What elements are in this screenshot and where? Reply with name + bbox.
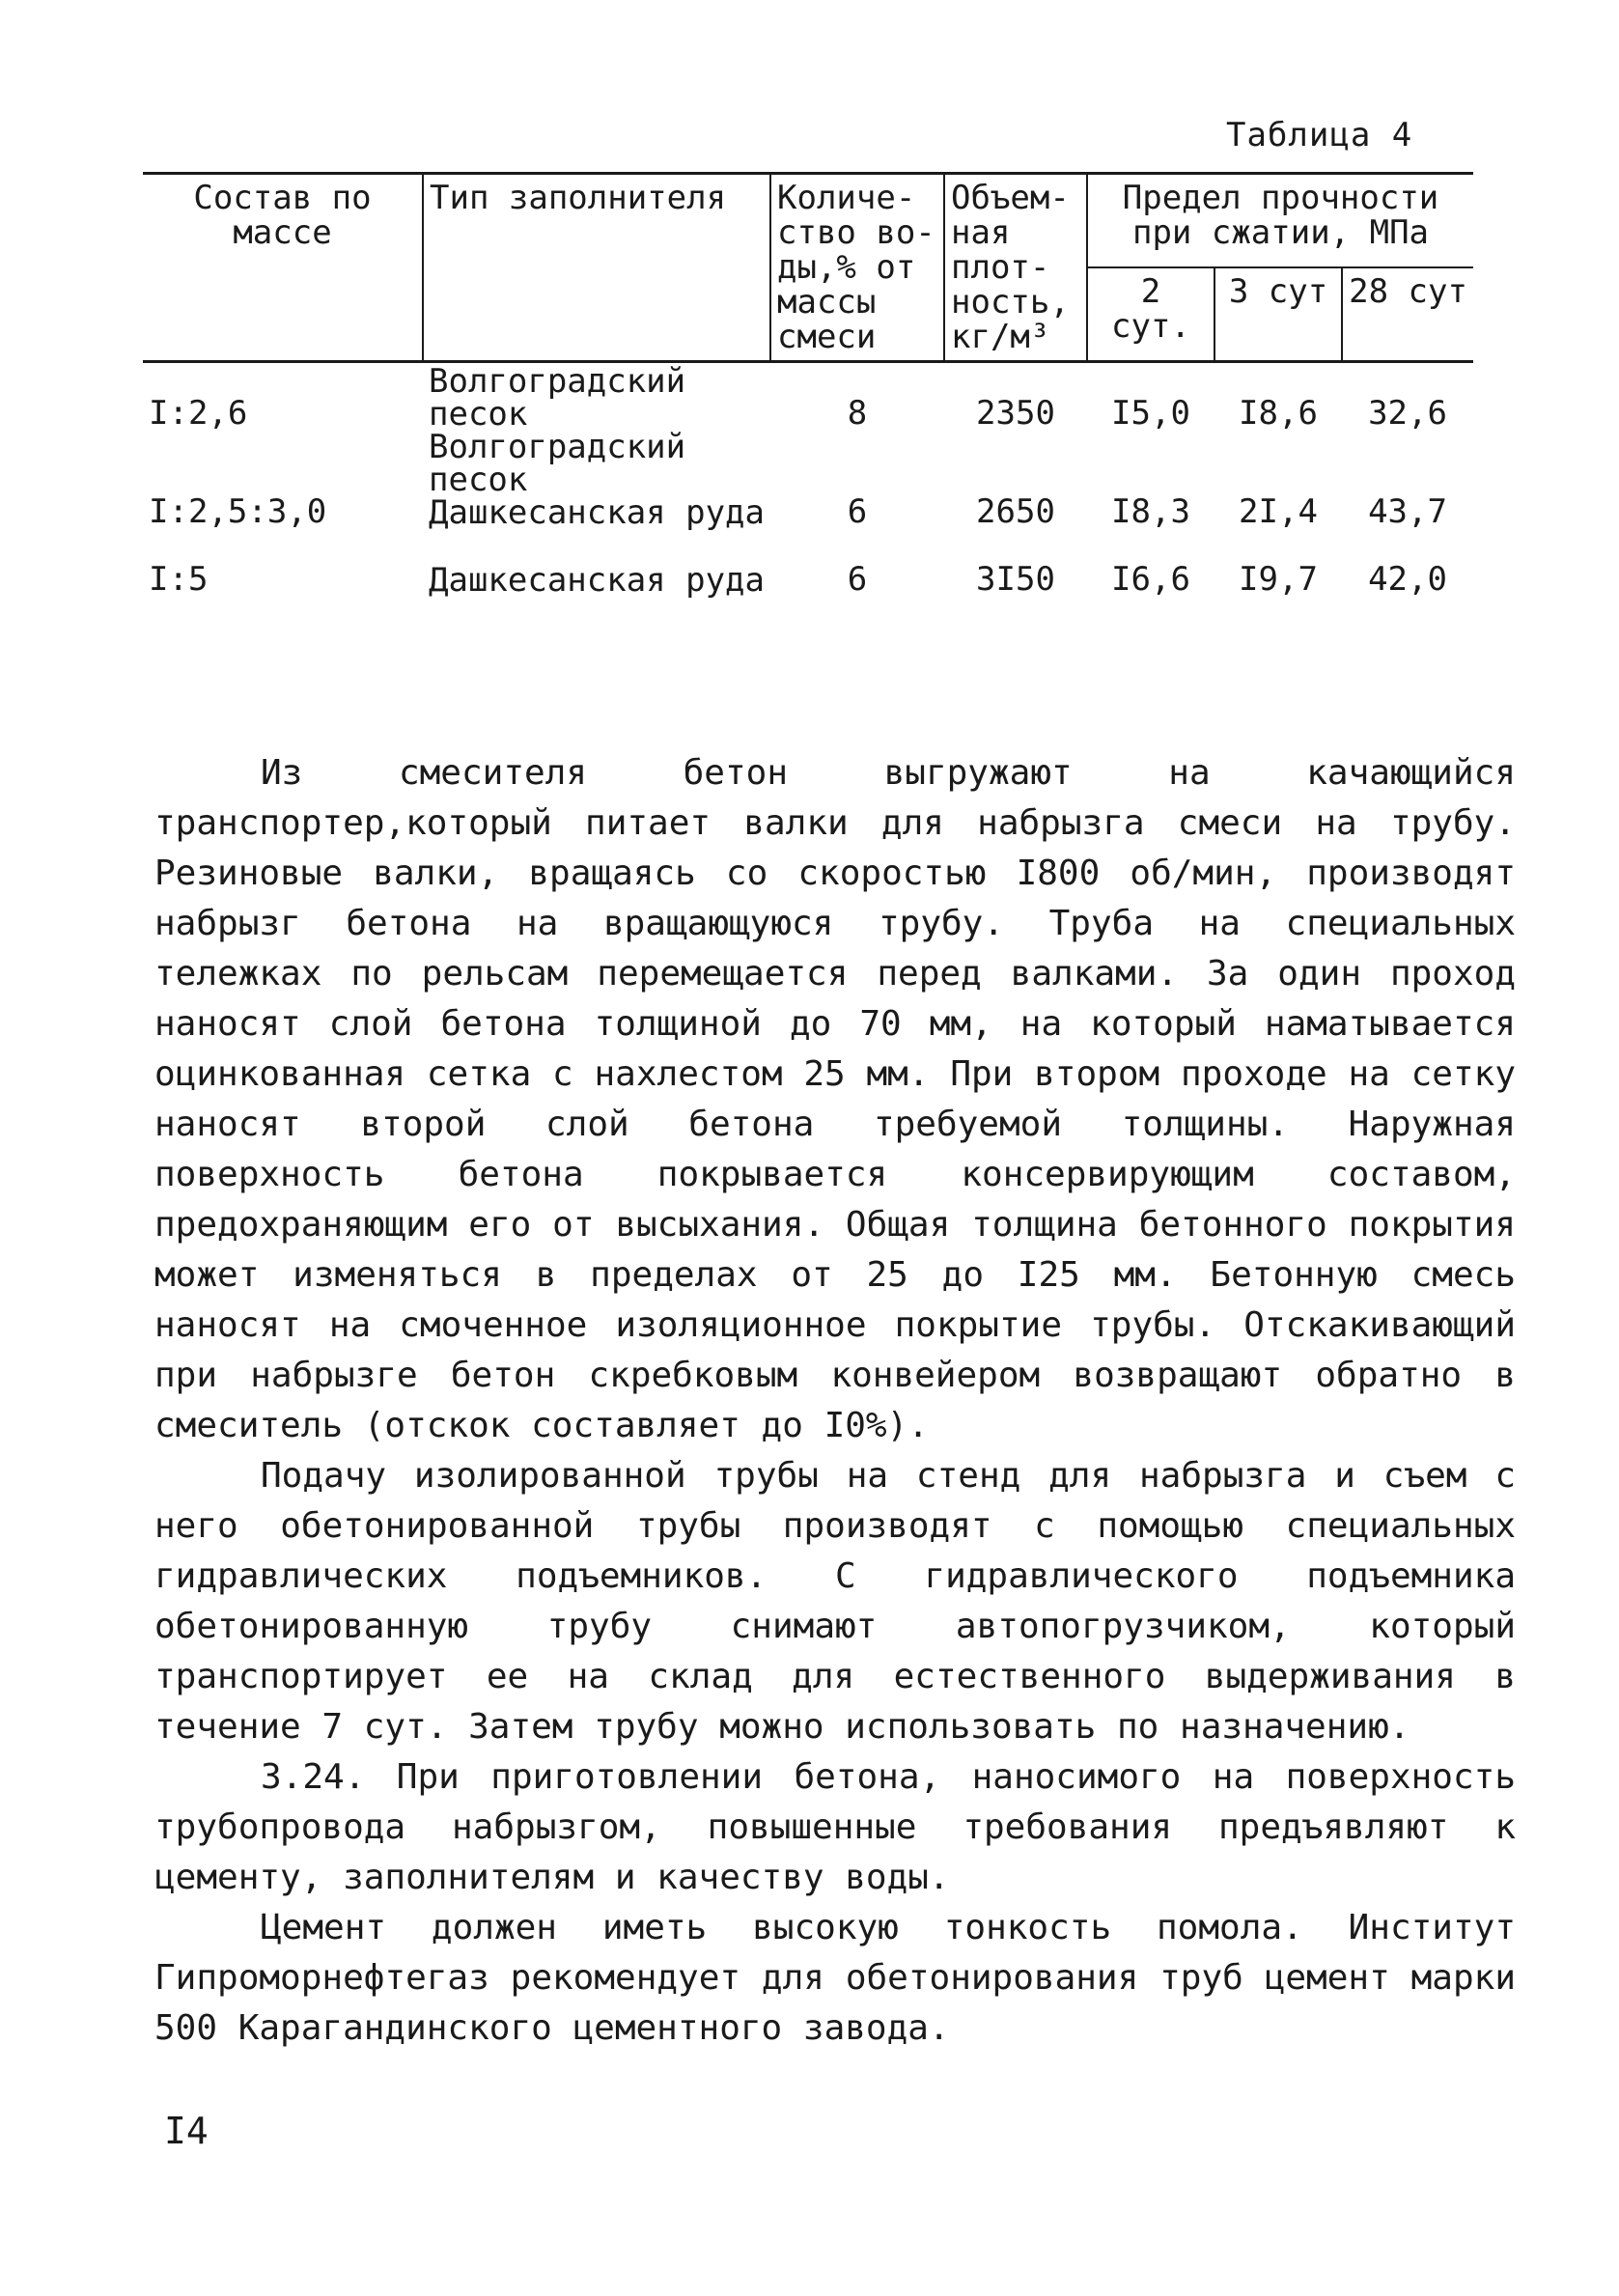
cell-strength-2: I6,6 bbox=[1111, 560, 1190, 599]
paragraph: 3.24. При приготовлении бетона, наносимого на поверхность трубопровода набрызгом, повышенные требования предъявляют к цементу, заполнителям и качеству воды. bbox=[154, 1757, 1516, 1897]
header-day3: 3 сут bbox=[1214, 267, 1342, 362]
page-number: I4 bbox=[164, 2110, 209, 2152]
cell-density: 3I50 bbox=[976, 560, 1055, 599]
cell-filler: Дашкесанская руда bbox=[429, 561, 765, 600]
body-text bbox=[154, 748, 1516, 2054]
cell-density: 2650 bbox=[976, 492, 1055, 531]
table-row bbox=[143, 362, 1473, 432]
header-day2: 2 сут. bbox=[1087, 267, 1214, 362]
paragraph: Подачу изолированной трубы на стенд для набрызга и съем с него обетонированной трубы производят с помощью специальных гидравлических подъемников. С гидравлического подъемника обетонированную трубу снимают автопогрузчиком, который транспортирует ее на склад для естественного выдерживания в течение 7 сут. Затем трубу можно использовать по назначению. bbox=[154, 1456, 1516, 1747]
cell-strength-2: I5,0 bbox=[1111, 394, 1190, 433]
cell-water: 6 bbox=[847, 560, 868, 599]
cell-composition: I:2,5:3,0 bbox=[149, 492, 327, 531]
cell-strength-3: I9,7 bbox=[1239, 560, 1318, 599]
cell-composition: I:2,6 bbox=[149, 394, 248, 433]
cell-strength-28: 42,0 bbox=[1368, 560, 1447, 599]
header-day28: 28 сут bbox=[1342, 267, 1473, 362]
cell-strength-28: 32,6 bbox=[1368, 394, 1447, 433]
header-water-amount: Количе-ство во-ды,% от массы смеси bbox=[770, 174, 944, 362]
cell-filler: Волгоградский песок Дашкесанская руда bbox=[429, 428, 765, 532]
table-caption: Таблица 4 bbox=[1226, 116, 1413, 154]
cell-strength-3: I8,6 bbox=[1239, 394, 1318, 433]
cell-water: 8 bbox=[847, 394, 868, 433]
strength-table bbox=[143, 172, 1473, 600]
header-strength: Предел прочности при сжатии, МПа bbox=[1087, 174, 1473, 268]
header-density: Объем-ная плот-ность, кг/м³ bbox=[944, 174, 1087, 362]
cell-strength-28: 43,7 bbox=[1368, 492, 1447, 531]
header-composition: Состав по массе bbox=[143, 174, 423, 362]
paragraph: Цемент должен иметь высокую тонкость помола. Институт Гипроморнефтегаз рекомендует для обетонирования труб цемент марки 500 Карагандинского цементного завода. bbox=[154, 1908, 1516, 2048]
paragraph: Из смесителя бетон выгружают на качающийся транспортер,который питает валки для набрызга смеси на трубу. Резиновые валки, вращаясь со скоростью I800 об/мин, производят набрызг бетона на вращающуюся трубу. Труба на специальных тележках по рельсам перемещается перед валками. За один проход наносят слой бетона толщиной до 70 мм, на который наматывается оцинкованная сетка с нахлестом 25 мм. При втором проходе на сетку наносят второй слой бетона требуемой толщины. Наружная поверхность бетона покрывается консервирующим составом, предохраняющим его от высыхания. Общая толщина бетонного покрытия может изменяться в пределах от 25 до I25 мм. Бетонную смесь наносят на смоченное изоляционное покрытие трубы. Отскакивающий при набрызге бетон скребковым конвейером возвращают обратно в смеситель (отскок составляет до I0%). bbox=[154, 753, 1516, 1445]
cell-water: 6 bbox=[847, 492, 868, 531]
header-filler-type: Тип заполнителя bbox=[423, 174, 770, 362]
cell-strength-3: 2I,4 bbox=[1239, 492, 1318, 531]
cell-strength-2: I8,3 bbox=[1111, 492, 1190, 531]
table-row bbox=[143, 431, 1473, 529]
cell-density: 2350 bbox=[976, 394, 1055, 433]
table-row bbox=[143, 529, 1473, 597]
cell-filler: Волгоградский песок bbox=[429, 362, 686, 434]
cell-composition: I:5 bbox=[149, 560, 209, 599]
